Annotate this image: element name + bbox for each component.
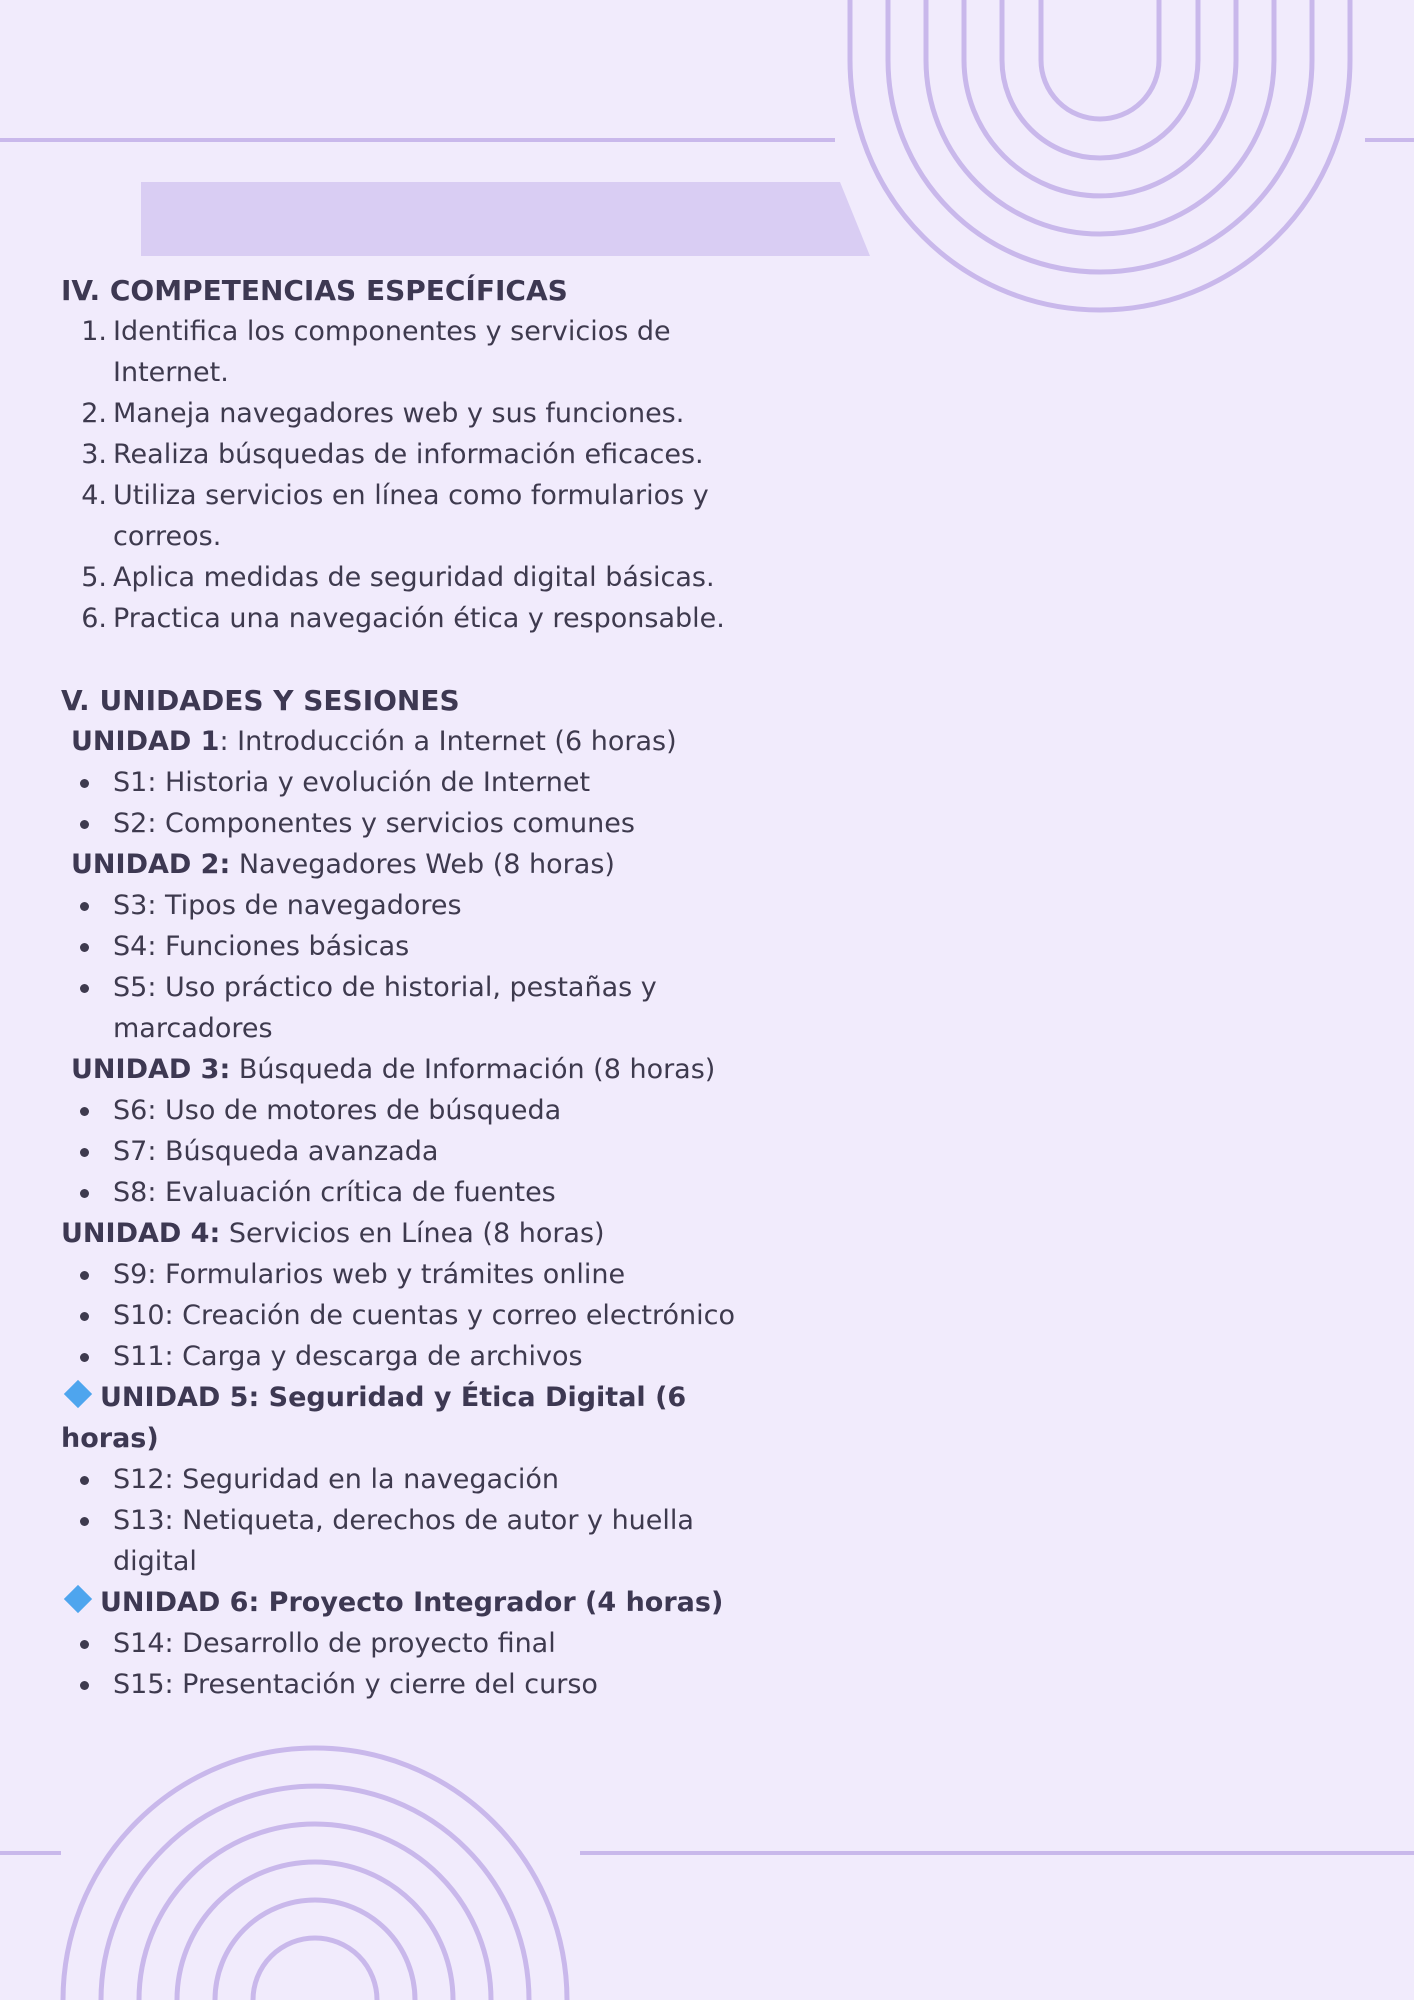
unidades-section [61, 680, 781, 1705]
competencia-item: 2. Maneja navegadores web y sus funciones. [81, 398, 685, 429]
bottom-arch-decoration [63, 1748, 567, 2000]
unidad-4-sessions [61, 1254, 781, 1377]
competencia-item: 5. Aplica medidas de seguridad digital básicas. [81, 562, 715, 593]
competencias-list [61, 311, 781, 639]
unidad-3-heading: UNIDAD 3: Búsqueda de Información (8 horas) [71, 1054, 716, 1085]
unidad-6-heading: UNIDAD 6: Proyecto Integrador (4 horas) [61, 1582, 781, 1623]
session-item: S1: Historia y evolución de Internet [61, 762, 781, 803]
session-item: S5: Uso práctico de historial, pestañas y marcadores [61, 967, 781, 1049]
unidades-heading: V. UNIDADES Y SESIONES [61, 684, 460, 717]
session-item: S14: Desarrollo de proyecto final [61, 1623, 781, 1664]
session-item: S10: Creación de cuentas y correo electrónico [61, 1295, 781, 1336]
document-body [61, 270, 781, 1705]
unidad-1-sessions [61, 762, 781, 844]
competencia-item: 1. Identifica los componentes y servicios de Internet. [81, 316, 671, 388]
session-item: S13: Netiqueta, derechos de autor y huella digital [61, 1500, 781, 1582]
session-item: S6: Uso de motores de búsqueda [61, 1090, 781, 1131]
competencia-item: 4. Utiliza servicios en línea como formularios y correos. [81, 480, 709, 552]
diamond-icon [64, 1585, 92, 1613]
competencias-heading: IV. COMPETENCIAS ESPECÍFICAS [61, 274, 568, 307]
competencias-section [61, 270, 781, 639]
diamond-icon [64, 1380, 92, 1408]
unidad-4-heading: UNIDAD 4: Servicios en Línea (8 horas) [61, 1218, 605, 1249]
top-arch-decoration [850, 0, 1350, 310]
session-item: S7: Búsqueda avanzada [61, 1131, 781, 1172]
session-item: S3: Tipos de navegadores [61, 885, 781, 926]
unidad-3-sessions [61, 1090, 781, 1213]
session-item: S15: Presentación y cierre del curso [61, 1664, 781, 1705]
session-item: S11: Carga y descarga de archivos [61, 1336, 781, 1377]
unidad-6-sessions [61, 1623, 781, 1705]
session-item: S12: Seguridad en la navegación [61, 1459, 781, 1500]
unidad-5-heading: UNIDAD 5: Seguridad y Ética Digital (6 horas) [61, 1377, 781, 1459]
session-item: S9: Formularios web y trámites online [61, 1254, 781, 1295]
unidad-2-heading: UNIDAD 2: Navegadores Web (8 horas) [71, 849, 615, 880]
session-item: S2: Componentes y servicios comunes [61, 803, 781, 844]
session-item: S4: Funciones básicas [61, 926, 781, 967]
unidad-2-sessions [61, 885, 781, 1049]
title-banner [141, 182, 870, 256]
competencia-item: 3. Realiza búsquedas de información eficaces. [81, 439, 704, 470]
session-item: S8: Evaluación crítica de fuentes [61, 1172, 781, 1213]
competencia-item: 6. Practica una navegación ética y responsable. [81, 603, 725, 634]
unidad-5-sessions [61, 1459, 781, 1582]
unidad-1-heading: UNIDAD 1: Introducción a Internet (6 horas) [71, 726, 677, 757]
